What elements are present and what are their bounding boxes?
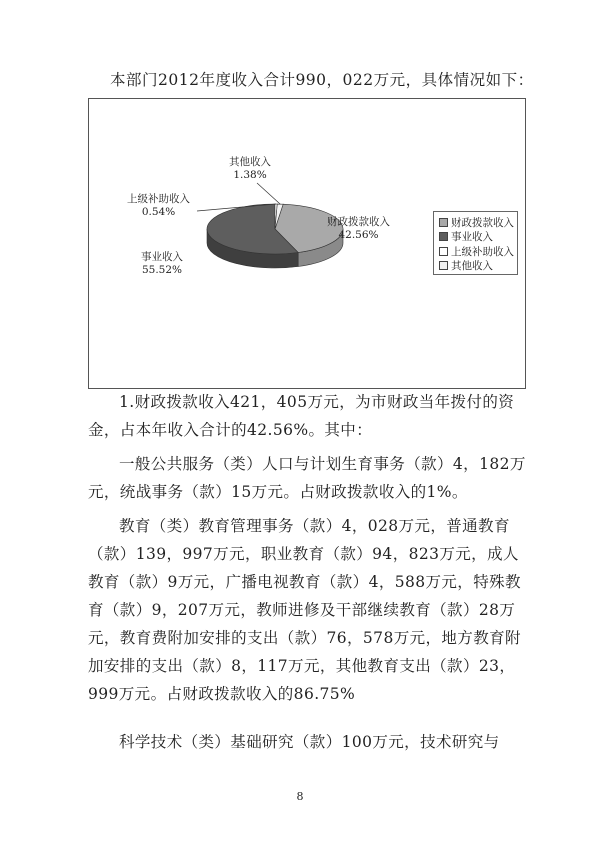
intro-line: 本部门2012年度收入合计990，022万元，具体情况如下： — [110, 71, 534, 89]
legend-item-fiscal — [439, 215, 517, 230]
page-number: 8 — [296, 790, 304, 803]
paragraph-general-public-service: 一般公共服务（类）人口与计划生育事务（款）4，182万元，统战事务（款）15万元。占财政拨款收入的1%。 — [88, 455, 526, 501]
pie-slice-other-leader-line — [257, 183, 280, 204]
paragraph-science: 科学技术（类）基础研究（款）100万元，技术研究与 — [119, 733, 500, 751]
slice-label-fiscal: 财政拨款收入 42.56% — [327, 216, 390, 241]
legend-swatch — [439, 247, 448, 256]
slice-label-business: 事业收入 55.52% — [141, 251, 183, 276]
legend-swatch — [439, 261, 448, 270]
legend-label: 其他收入 — [451, 260, 493, 273]
slice-label-superior-subsidy: 上级补助收入 0.54% — [127, 193, 190, 218]
slice-label-other: 其他收入 1.38% — [229, 156, 271, 181]
legend-item-business — [439, 230, 517, 245]
legend-label: 事业收入 — [451, 231, 493, 244]
chart-legend — [433, 211, 518, 275]
legend-item-other — [439, 259, 517, 274]
legend-label: 财政拨款收入 — [451, 216, 514, 229]
paragraph-fiscal-total: 1.财政拨款收入421，405万元，为市财政当年拨付的资金，占本年收入合计的42.56%。其中： — [88, 393, 515, 439]
legend-swatch — [439, 232, 448, 241]
legend-item-superior-subsidy — [439, 244, 517, 259]
pie-chart-frame — [88, 98, 526, 389]
paragraph-education: 教育（类）教育管理事务（款）4，028万元，普通教育（款）139，997万元，职业教育（款）94，823万元，成人教育（款）9万元，广播电视教育（款）4，588万元，特殊教育（款）9，207万元，教师进修及干部继续教育（款）28万元，教育费附加安排的支出（款）76，578万元，地方教育附加安排的支出（款）8，117万元，其他教育支出（款）23，999万元。占财政拨款收入的86.75% — [88, 517, 521, 703]
legend-label: 上级补助收入 — [451, 245, 514, 258]
legend-swatch — [439, 218, 448, 227]
